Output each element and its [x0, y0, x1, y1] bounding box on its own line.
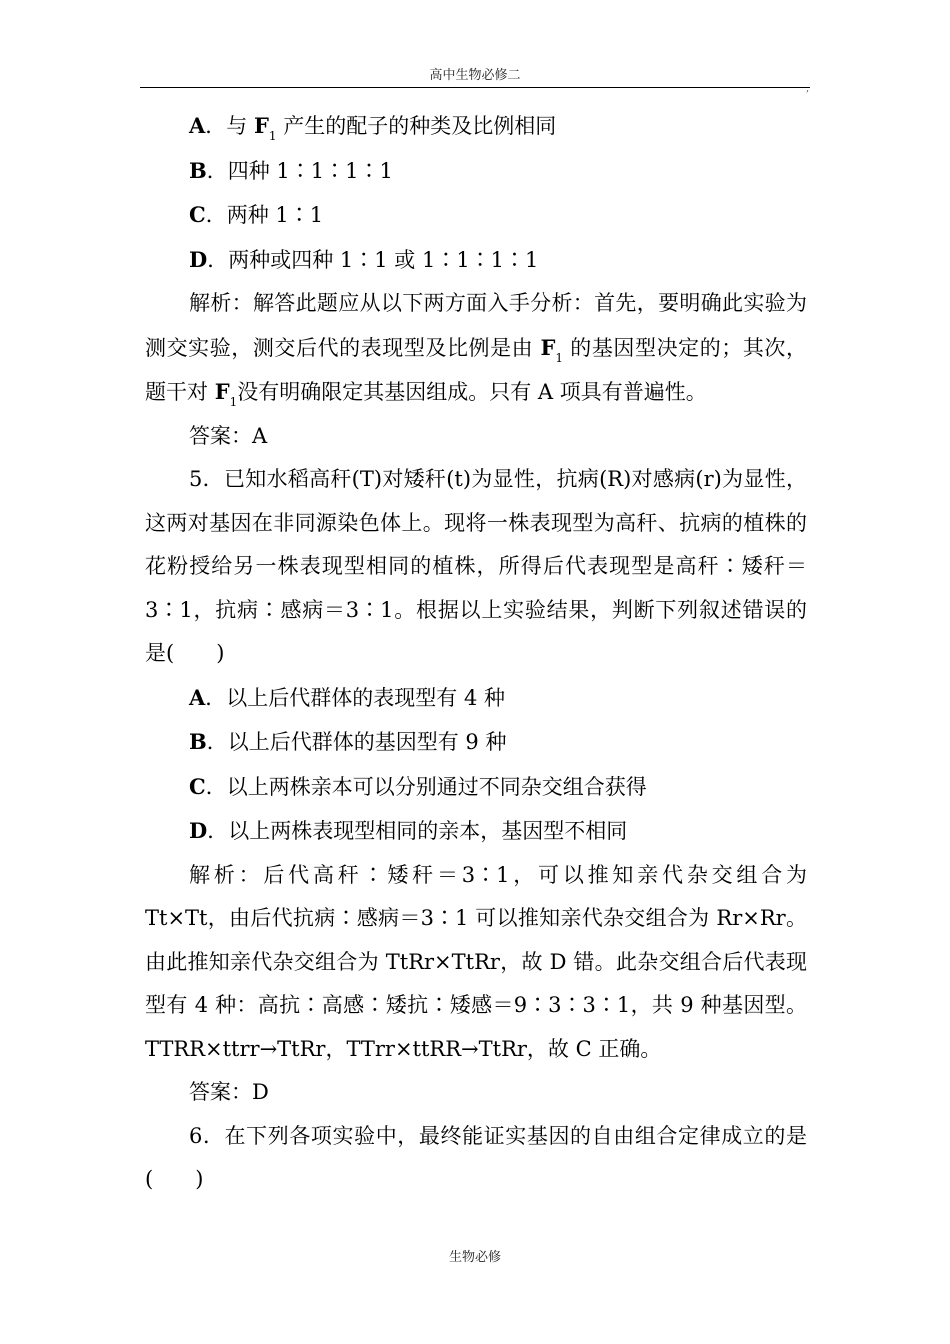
q5-option-b: B．以上后代群体的基因型有 9 种	[189, 729, 507, 754]
page-content	[145, 104, 807, 1202]
page-header: 高中生物必修二	[429, 68, 521, 83]
q4-option-b: B．四种 1∶1∶1∶1	[189, 157, 393, 183]
q4-analysis: 解析：解答此题应从以下两方面入手分析：首先，要明确此实验为测交实验，测交后代的表现型及比例是由 $F_1$ 的基因型决定的；其次，题干对 $F_1$没有明确限定其基因组成。只有 A 项具有普遍性。	[145, 291, 808, 409]
q5-stem: 5．已知水稻高秆(T)对矮秆(t)为显性，抗病(R)对感病(r)为显性，这两对基因在非同源染色体上。现将一株表现型为高秆、抗病的植株的花粉授给另一株表现型相同的植株，所得后代表现型是高秆∶矮秆＝3∶1，抗病∶感病＝3∶1。根据以上实验结果，判断下列叙述错误的是( )	[145, 467, 807, 665]
page-footer: 生物必修	[448, 1250, 501, 1265]
q4-answer: 答案：A	[189, 423, 268, 448]
header-mark: ,	[806, 83, 810, 94]
q5-option-a: A．以上后代群体的表现型有 4 种	[189, 684, 506, 710]
q5-option-c: C．以上两株亲本可以分别通过不同杂交组合获得	[189, 773, 647, 799]
q5-analysis: 解析：后代高秆∶矮秆＝3∶1，可以推知亲代杂交组合为 Tt×Tt，由后代抗病∶感病＝3∶1 可以推知亲代杂交组合为 Rr×Rr。由此推知亲代杂交组合为 TtRr×TtRr，故 D 错。此杂交组合后代表现型有 4 种：高抗∶高感∶矮抗∶矮感＝9∶3∶3∶1，共 9 种基因型。TTRR×ttrr→TtRr，TTrr×ttRR→TtRr，故 C 正确。	[145, 862, 807, 1061]
q4-option-d: D．两种或四种 1∶1 或 1∶1∶1∶1	[189, 246, 539, 272]
header-rule	[140, 87, 810, 88]
q5-answer: 答案：D	[189, 1080, 269, 1104]
q6-stem: 6．在下列各项实验中，最终能证实基因的自由组合定律成立的是( )	[145, 1123, 807, 1191]
q5-option-d: D．以上两株表现型相同的亲本，基因型不相同	[189, 818, 628, 843]
q4-option-a: A．与 $F_1$ 产生的配子的种类及比例相同	[189, 113, 557, 143]
q4-option-c: C．两种 1∶1	[189, 202, 324, 227]
